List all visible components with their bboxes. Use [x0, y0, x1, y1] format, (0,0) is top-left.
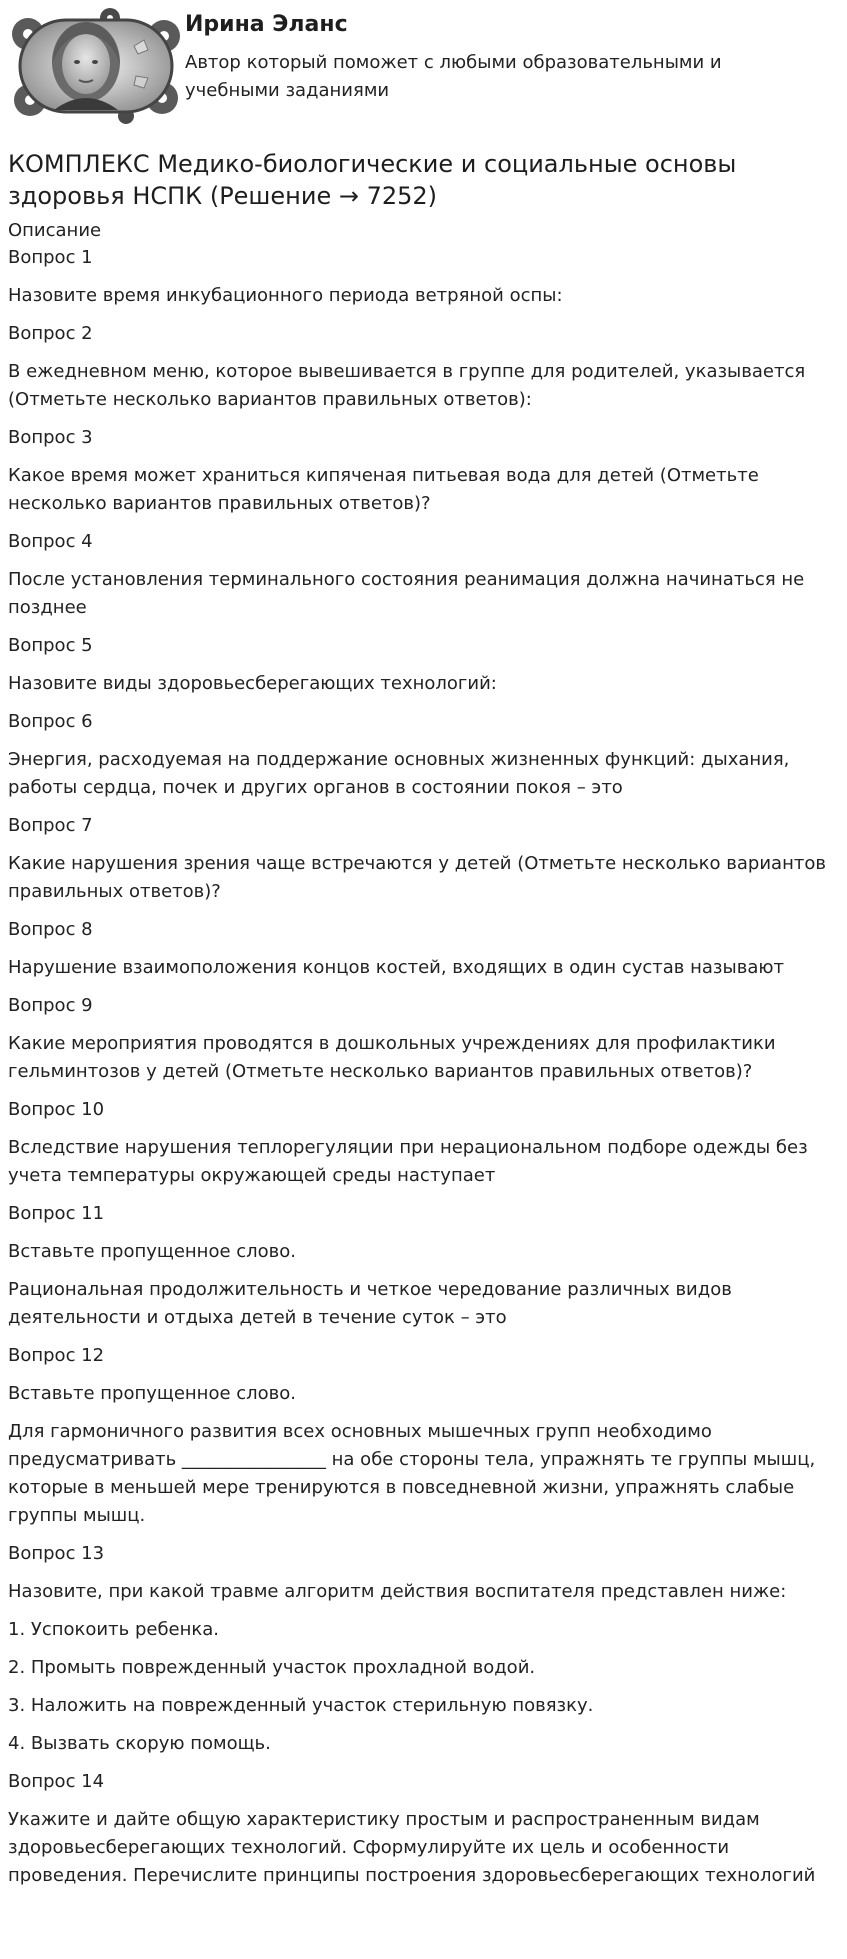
question-5: [8, 632, 840, 698]
question-9: [8, 992, 840, 1086]
question-label: Вопрос 3: [8, 427, 93, 448]
author-avatar[interactable]: [6, 6, 186, 126]
algorithm-step: 1. Успокоить ребенка.: [8, 1619, 220, 1640]
question-label: Вопрос 12: [8, 1345, 105, 1366]
question-text: Рациональная продолжительность и четкое чередование различных видов деятельности и отдыха детей в течение суток – это: [8, 1279, 732, 1328]
question-1: [8, 244, 840, 310]
question-13: [8, 1540, 840, 1758]
question-label: Вопрос 4: [8, 531, 93, 552]
question-text: Нарушение взаимоположения концов костей, входящих в один сустав называют: [8, 957, 784, 978]
author-name[interactable]: Ирина Эланс: [185, 12, 348, 37]
question-14: [8, 1768, 840, 1890]
question-label: Вопрос 13: [8, 1543, 105, 1564]
question-text: Вследствие нарушения теплорегуляции при нерациональном подборе одежды без учета температуры окружающей среды наступает: [8, 1137, 808, 1186]
question-12: [8, 1342, 840, 1530]
question-10: [8, 1096, 840, 1190]
author-card: [0, 0, 847, 134]
algorithm-step: 4. Вызвать скорую помощь.: [8, 1733, 271, 1754]
question-text: Укажите и дайте общую характеристику простым и распространенным видам здоровьесберегающих технологий. Сформулируйте их цель и особенности проведения. Перечислите принципы построения здоровьесберегающих технологий: [8, 1809, 816, 1886]
question-text: Какие мероприятия проводятся в дошкольных учреждениях для профилактики гельминтозов у детей (Отметьте несколько вариантов правильных ответов)?: [8, 1033, 776, 1082]
question-8: [8, 916, 840, 982]
question-text: Для гармоничного развития всех основных мышечных групп необходимо предусматривать ________________ на обе стороны тела, упражнять те группы мышц, которые в меньшей мере тренируются в повседневной жизни, упражнять слабые группы мышц.: [8, 1421, 816, 1526]
question-text: Назовите виды здоровьесберегающих технологий:: [8, 673, 497, 694]
question-text: После установления терминального состояния реанимация должна начинаться не позднее: [8, 569, 805, 618]
question-label: Вопрос 6: [8, 711, 93, 732]
algorithm-step: 2. Промыть поврежденный участок прохладной водой.: [8, 1657, 536, 1678]
question-instruction: Вставьте пропущенное слово.: [8, 1383, 297, 1404]
page-title: КОМПЛЕКС Медико-биологические и социальные основы здоровья НСПК (Решение → 7252): [8, 150, 737, 210]
algorithm-step: 3. Наложить на поврежденный участок стерильную повязку.: [8, 1695, 594, 1716]
question-2: [8, 320, 840, 414]
question-label: Вопрос 14: [8, 1771, 105, 1792]
question-7: [8, 812, 840, 906]
questions-list: [8, 244, 840, 1890]
question-text: Энергия, расходуемая на поддержание основных жизненных функций: дыхания, работы сердца, почек и других органов в состоянии покоя – это: [8, 749, 790, 798]
question-label: Вопрос 1: [8, 247, 93, 268]
question-label: Вопрос 11: [8, 1203, 105, 1224]
question-label: Вопрос 9: [8, 995, 93, 1016]
question-11: [8, 1200, 840, 1332]
question-4: [8, 528, 840, 622]
question-label: Вопрос 7: [8, 815, 93, 836]
question-text: Назовите время инкубационного периода ветряной оспы:: [8, 285, 563, 306]
question-6: [8, 708, 840, 802]
question-label: Вопрос 8: [8, 919, 93, 940]
question-text: Назовите, при какой травме алгоритм действия воспитателя представлен ниже:: [8, 1581, 787, 1602]
question-3: [8, 424, 840, 518]
author-description: Автор который поможет с любыми образовательными и учебными заданиями: [185, 52, 722, 101]
question-label: Вопрос 5: [8, 635, 93, 656]
question-text: В ежедневном меню, которое вывешивается в группе для родителей, указывается (Отметьте несколько вариантов правильных ответов):: [8, 361, 806, 410]
question-label: Вопрос 2: [8, 323, 93, 344]
question-instruction: Вставьте пропущенное слово.: [8, 1241, 297, 1262]
description-label: Описание: [8, 220, 102, 241]
question-text: Какое время может храниться кипяченая питьевая вода для детей (Отметьте несколько вариантов правильных ответов)?: [8, 465, 759, 514]
question-label: Вопрос 10: [8, 1099, 105, 1120]
question-text: Какие нарушения зрения чаще встречаются у детей (Отметьте несколько вариантов правильных ответов)?: [8, 853, 826, 902]
